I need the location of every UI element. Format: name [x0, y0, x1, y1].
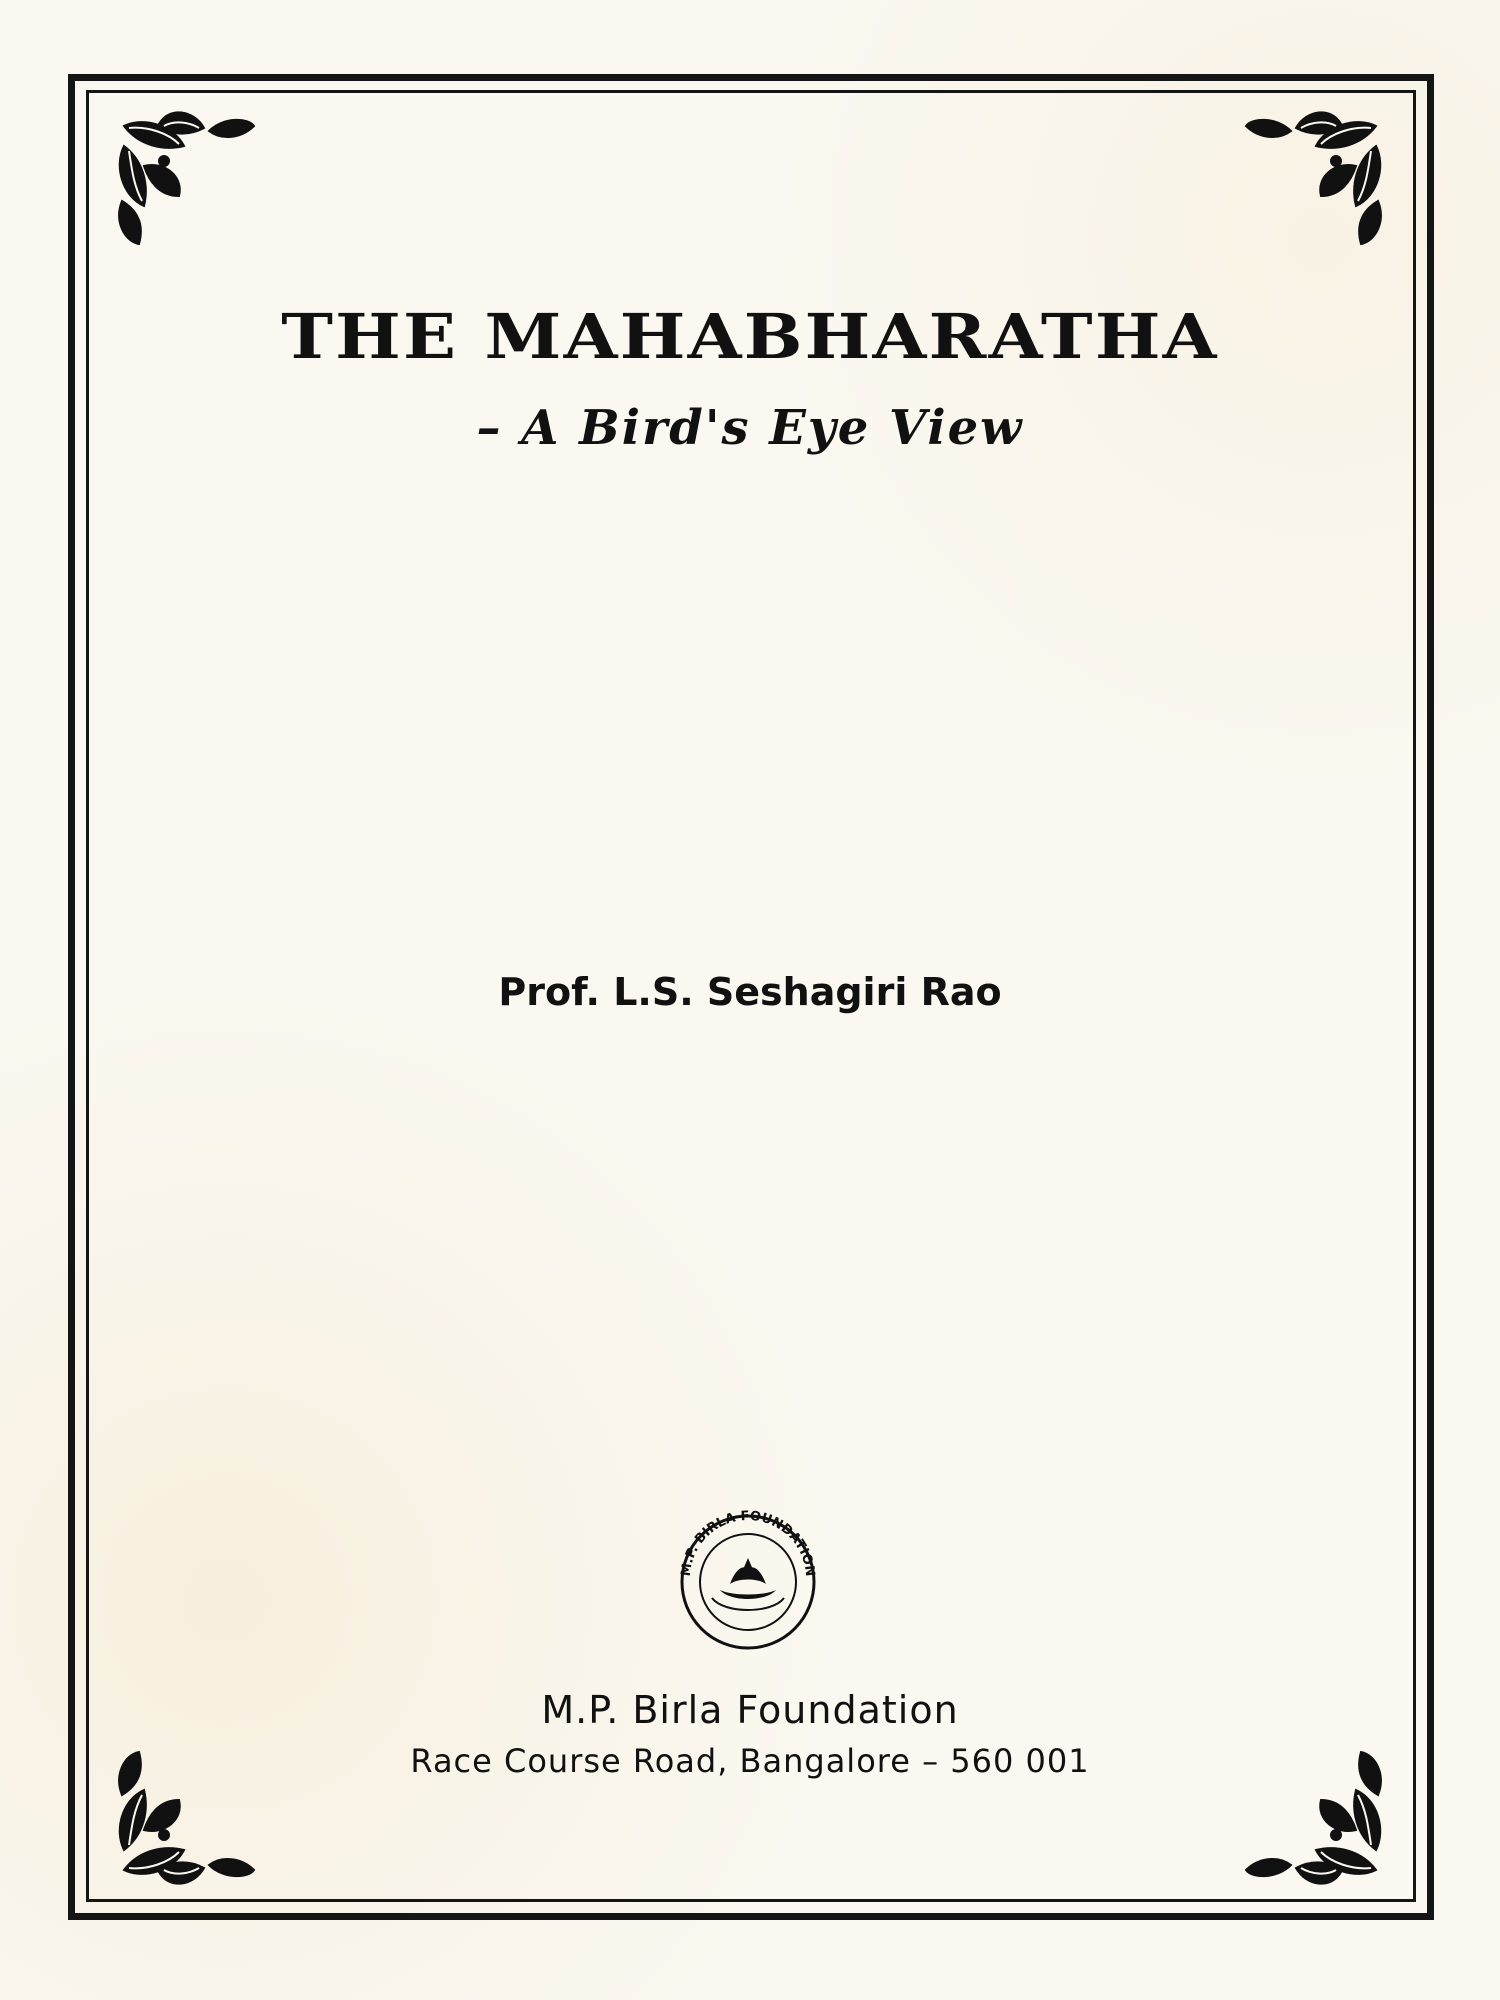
- author-name: Prof. L.S. Seshagiri Rao: [498, 970, 1002, 1014]
- publisher-address: Race Course Road, Bangalore – 560 001: [410, 1742, 1090, 1780]
- foundation-emblem-icon: [668, 1498, 828, 1658]
- book-title: THE MAHABHARATHA: [281, 300, 1219, 373]
- floral-corner-ornament-icon: [1236, 106, 1396, 246]
- floral-corner-ornament-icon: [104, 106, 264, 246]
- publisher-name: M.P. Birla Foundation: [541, 1688, 959, 1732]
- logo-text: M.P. BIRLA FOUNDATION: [678, 1508, 818, 1578]
- book-subtitle: – A Bird's Eye View: [476, 400, 1024, 456]
